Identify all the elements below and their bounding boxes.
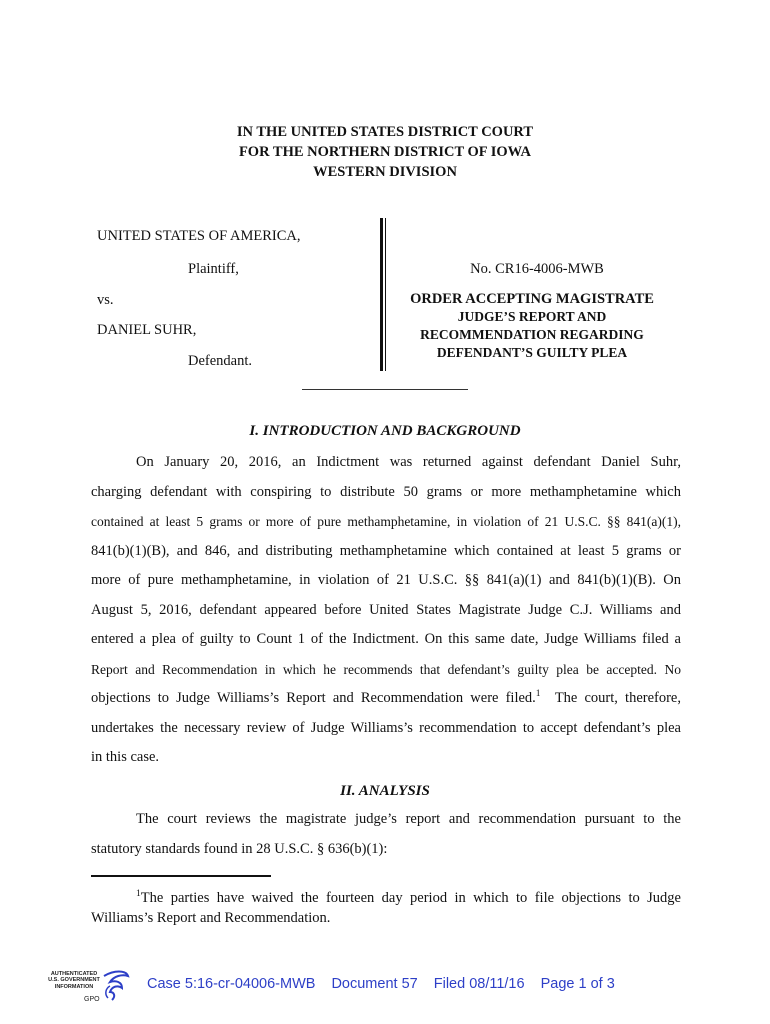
footnote-marker: 1 [136,889,141,899]
versus-label: vs. [97,292,114,308]
gpo-authentication-seal [44,968,134,1008]
footnote-reference[interactable]: 1 [535,689,541,699]
text-line: Report and Recommendation in which he recommends that defendant’s guilty plea be accepted. No [91,661,681,677]
defendant-name: DANIEL SUHR, [97,322,197,338]
footer-document: Document 57 [331,976,418,992]
text-line: entered a plea of guilty to Count 1 of the Indictment. On this same date, Judge Williams filed a [91,631,681,647]
text-line: more of pure methamphetamine, in violation of 21 U.S.C. §§ 841(a)(1) and 841(b)(1)(B). On [91,572,681,588]
gpo-eagle-icon [100,968,132,1008]
seal-line: AUTHENTICATED [50,971,98,977]
section-heading-introduction: I. INTRODUCTION AND BACKGROUND [249,423,521,439]
text-line-with-footnote [91,684,681,714]
defendant-role: Defendant. [188,353,253,369]
footnote-rule [91,875,271,877]
footnote-line [91,888,681,908]
text-line: in this case. [91,749,160,765]
order-title-line: RECOMMENDATION REGARDING [420,327,644,342]
plaintiff-name: UNITED STATES OF AMERICA, [97,228,301,244]
text-line: charging defendant with conspiring to distribute 50 grams or more methamphetamine which [91,483,681,500]
analysis-paragraph [91,805,681,864]
footnote-line: Williams’s Report and Recommendation. [91,910,331,926]
introduction-paragraph [91,448,681,773]
text-line: contained at least 5 grams or more of pure methamphetamine, in violation of 21 U.S.C. §§ 841(a)(1), [91,514,681,529]
seal-line: U.S. GOVERNMENT [48,977,100,984]
footer-page: Page 1 of 3 [540,976,615,992]
court-name: IN THE UNITED STATES DISTRICT COURT [236,124,534,140]
gpo-mark: GPO [84,996,100,1003]
order-title [383,290,681,362]
footer-filed: Filed 08/11/16 [433,976,525,992]
order-title-line: JUDGE’S REPORT AND [457,309,607,324]
gpo-seal-text [44,971,104,990]
footnote [91,888,681,928]
seal-line: INFORMATION [54,983,94,990]
text-line: statutory standards found in 28 U.S.C. § 636(b)(1): [91,840,388,857]
court-district: FOR THE NORTHERN DISTRICT OF IOWA [238,144,532,160]
text-line: 841(b)(1)(B), and 846, and distributing methamphetamine which contained at least 5 grams or [91,542,681,559]
text-line: On January 20, 2016, an Indictment was returned against defendant Daniel Suhr, [136,454,681,470]
plaintiff-role: Plaintiff, [188,261,239,277]
text-line: undertakes the necessary review of Judge Williams’s recommendation to accept defendant’s plea [91,719,681,736]
court-header [0,122,770,182]
order-title-line: ORDER ACCEPTING MAGISTRATE [410,291,654,307]
filing-footer [147,976,627,992]
caption-rule [302,389,468,390]
court-division: WESTERN DIVISION [313,164,457,180]
text-line: The court reviews the magistrate judge’s report and recommendation pursuant to the [136,811,681,827]
section-heading-analysis: II. ANALYSIS [340,783,430,799]
footnote-text: The parties have waived the fourteen day period in which to file objections to Judge [140,890,681,906]
text-segment: The court, therefore, [554,690,681,706]
footer-case: Case 5:16-cr-04006-MWB [147,976,316,992]
case-number: No. CR16-4006-MWB [470,261,604,277]
order-title-line: DEFENDANT’S GUILTY PLEA [436,345,628,360]
text-line: August 5, 2016, defendant appeared before United States Magistrate Judge C.J. Williams and [91,601,681,618]
text-segment: objections to Judge Williams’s Report and Recommendation were filed. [91,690,536,706]
